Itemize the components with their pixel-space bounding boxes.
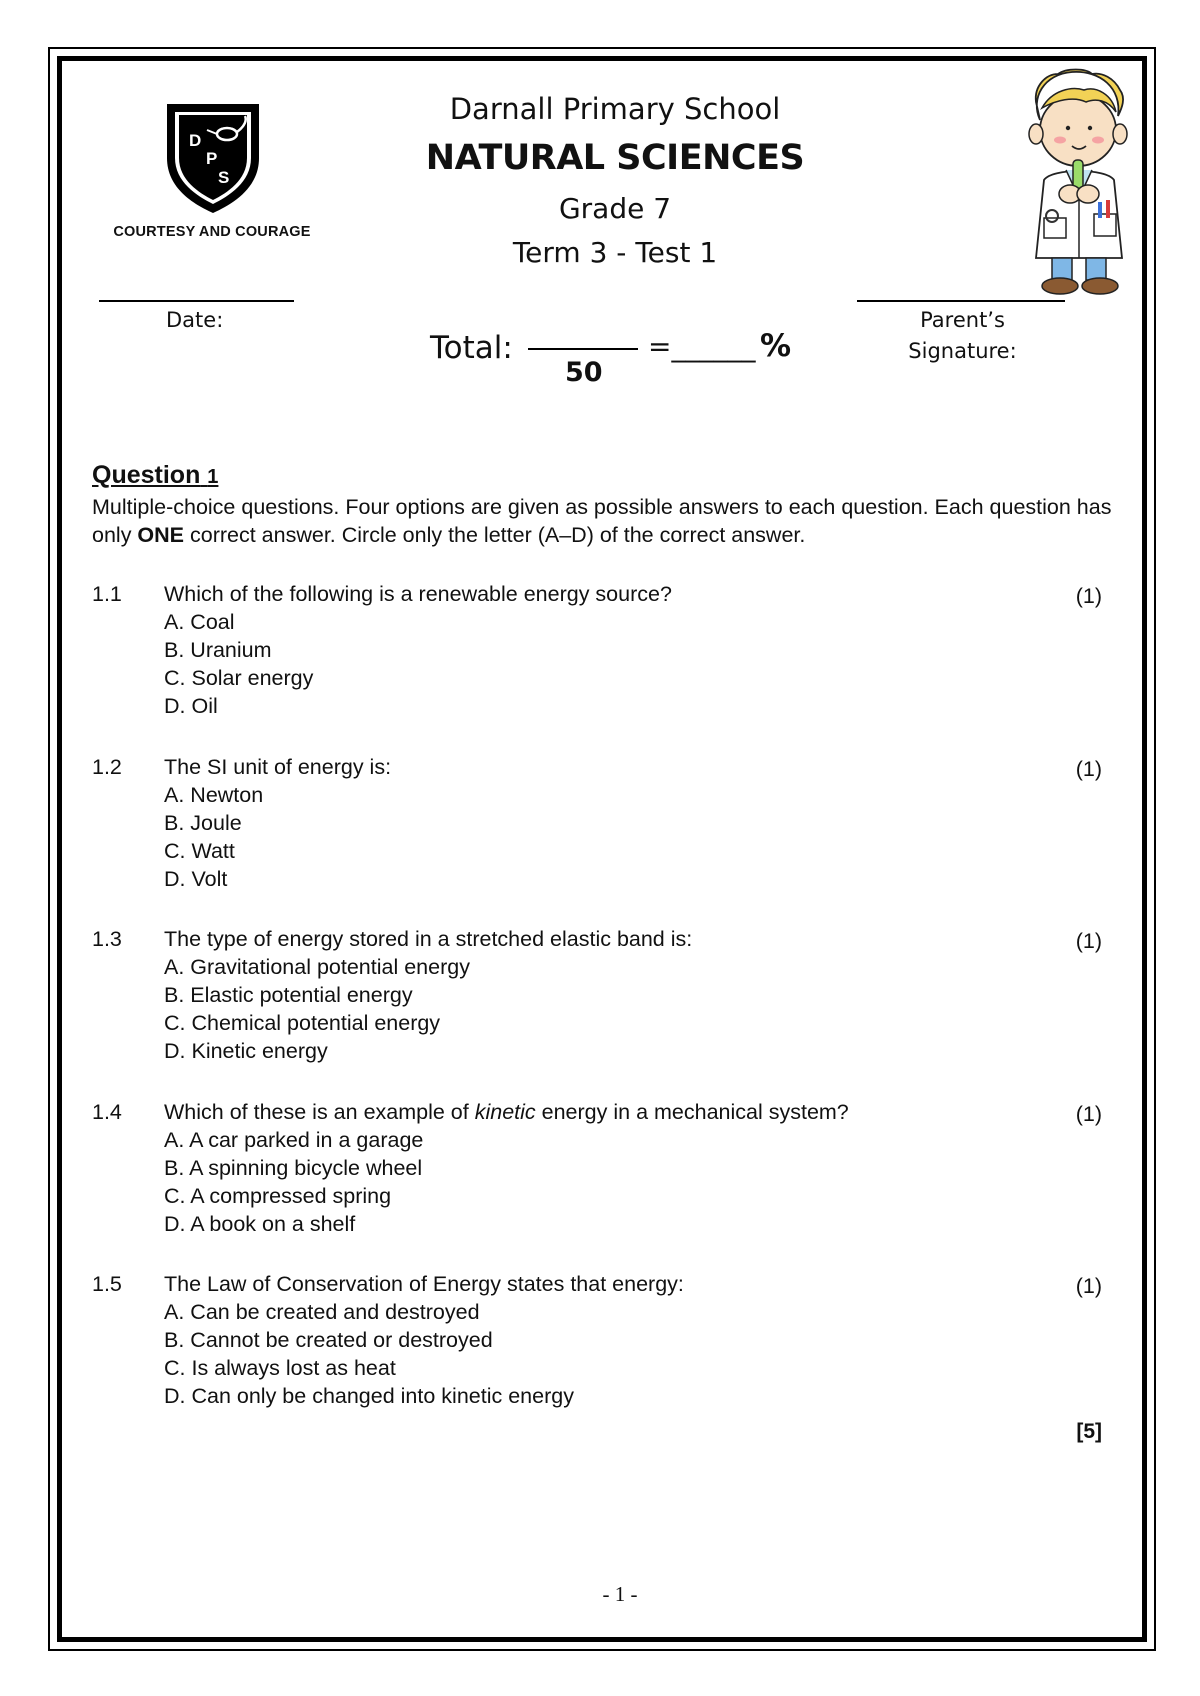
question-text: Which of the following is a renewable energy source? bbox=[164, 582, 672, 606]
page-number: - 1 - bbox=[602, 1582, 638, 1606]
option-list bbox=[164, 953, 470, 1065]
total-equals-blank: =______ bbox=[648, 330, 756, 363]
option-a[interactable]: A. Gravitational potential energy bbox=[164, 955, 470, 979]
option-a[interactable]: A. Coal bbox=[164, 610, 235, 634]
question-mark: (1) bbox=[1075, 757, 1102, 781]
option-list bbox=[164, 1298, 574, 1410]
scientist-boy-icon bbox=[1022, 68, 1137, 298]
subject-title: NATURAL SCIENCES bbox=[425, 138, 805, 178]
question-mark: (1) bbox=[1075, 1274, 1102, 1298]
option-c[interactable]: C. A compressed spring bbox=[164, 1184, 392, 1208]
total-fraction-bar bbox=[528, 348, 638, 350]
option-d[interactable]: D. Oil bbox=[164, 694, 218, 718]
option-d[interactable]: D. A book on a shelf bbox=[164, 1212, 356, 1236]
question-title-word: Question bbox=[92, 461, 201, 489]
option-list bbox=[164, 1126, 423, 1238]
option-b[interactable]: B. A spinning bicycle wheel bbox=[164, 1156, 423, 1180]
option-list bbox=[164, 781, 263, 893]
total-label: Total: bbox=[430, 330, 513, 366]
crest-letter-s: S bbox=[218, 168, 230, 187]
option-b[interactable]: B. Cannot be created or destroyed bbox=[164, 1328, 493, 1352]
option-d[interactable]: D. Kinetic energy bbox=[164, 1039, 328, 1063]
option-d[interactable]: D. Can only be changed into kinetic energy bbox=[164, 1384, 574, 1408]
date-label: Date: bbox=[166, 308, 224, 332]
question-text-emphasis: kinetic bbox=[474, 1100, 536, 1124]
parent-label-line1: Parent’s bbox=[920, 308, 1005, 332]
question-mark: (1) bbox=[1075, 1102, 1102, 1126]
question-instructions: Multiple-choice questions. Four options are given as possible answers to each question. Each question has only ONE correct answer. Circle only the letter (A–D) of the correct answer. bbox=[92, 495, 1112, 547]
total-denominator: 50 bbox=[565, 357, 603, 388]
signature-line bbox=[857, 300, 1065, 302]
section-total: [5] bbox=[1076, 1420, 1102, 1443]
option-b[interactable]: B. Elastic potential energy bbox=[164, 983, 413, 1007]
question-text: The type of energy stored in a stretched elastic band is: bbox=[164, 927, 693, 951]
parent-label bbox=[880, 308, 1045, 363]
grade-label: Grade 7 bbox=[558, 192, 672, 225]
question-title-number: 1 bbox=[207, 466, 219, 488]
option-d[interactable]: D. Volt bbox=[164, 867, 228, 891]
option-c[interactable]: C. Solar energy bbox=[164, 666, 314, 690]
option-a[interactable]: A. Newton bbox=[164, 783, 264, 807]
school-motto: COURTESY AND COURAGE bbox=[113, 224, 311, 240]
crest-letter-p: P bbox=[206, 149, 218, 168]
question-mark: (1) bbox=[1075, 584, 1102, 608]
term-label: Term 3 - Test 1 bbox=[512, 236, 718, 269]
question-number: 1.2 bbox=[92, 755, 122, 779]
question-mark: (1) bbox=[1075, 929, 1102, 953]
option-a[interactable]: A. Can be created and destroyed bbox=[164, 1300, 480, 1324]
option-c[interactable]: C. Is always lost as heat bbox=[164, 1356, 396, 1380]
option-c[interactable]: C. Watt bbox=[164, 839, 235, 863]
option-c[interactable]: C. Chemical potential energy bbox=[164, 1011, 441, 1035]
parent-label-line2: Signature: bbox=[908, 339, 1017, 363]
school-crest-icon bbox=[163, 100, 263, 216]
question-title bbox=[92, 461, 218, 490]
question-number: 1.3 bbox=[92, 927, 122, 951]
question-number: 1.5 bbox=[92, 1272, 122, 1296]
school-name: Darnall Primary School bbox=[449, 92, 781, 126]
date-line bbox=[99, 300, 294, 302]
total-percent-sign: % bbox=[760, 328, 792, 364]
crest-letter-d: D bbox=[189, 131, 202, 150]
option-b[interactable]: B. Uranium bbox=[164, 638, 272, 662]
question-number: 1.4 bbox=[92, 1100, 122, 1124]
question-text: The SI unit of energy is: bbox=[164, 755, 392, 779]
option-list bbox=[164, 608, 313, 720]
question-text: Which of these is an example of kinetic energy in a mechanical system? bbox=[164, 1100, 849, 1124]
option-b[interactable]: B. Joule bbox=[164, 811, 242, 835]
option-a[interactable]: A. A car parked in a garage bbox=[164, 1128, 424, 1152]
question-text: The Law of Conservation of Energy states that energy: bbox=[164, 1272, 684, 1296]
question-number: 1.1 bbox=[92, 582, 122, 606]
instructions-emphasis: ONE bbox=[137, 523, 185, 547]
